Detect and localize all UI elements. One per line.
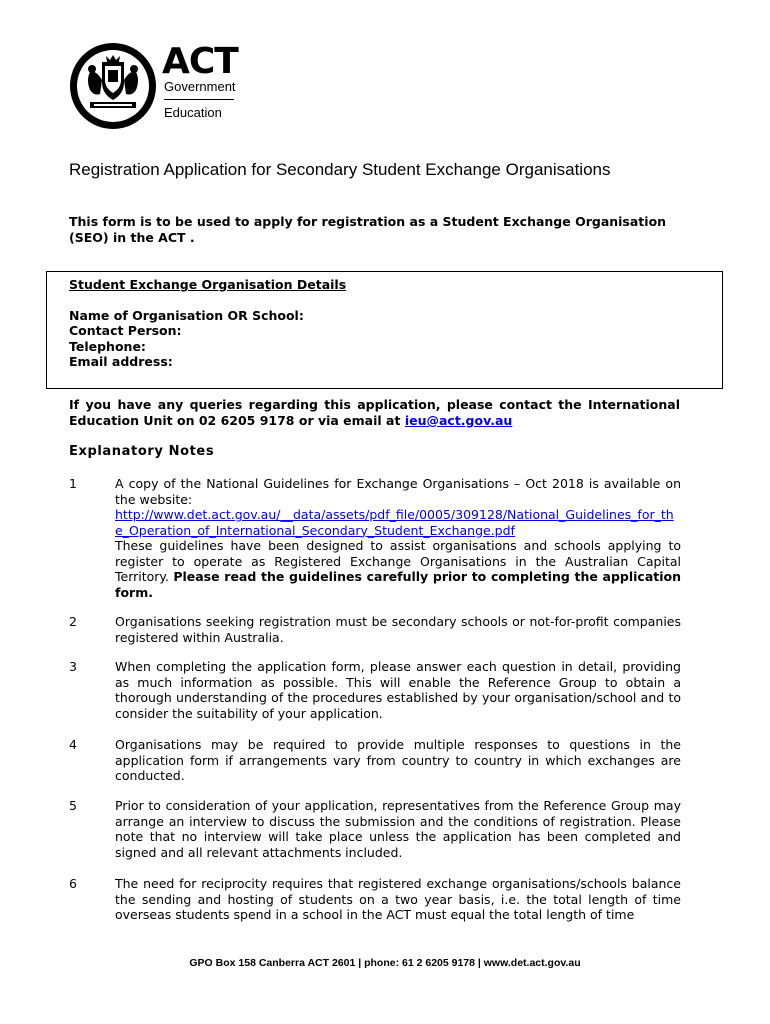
note-item (69, 876, 681, 923)
note-item (69, 614, 681, 645)
field-telephone: Telephone: (69, 338, 146, 354)
note-text: Organisations seeking registration must be secondary schools or not-for-profit companies registered within Australia. (115, 614, 681, 645)
organisation-details-box (46, 271, 723, 389)
document-title: Registration Application for Secondary Student Exchange Organisations (69, 160, 611, 179)
field-organisation-name: Name of Organisation OR School: (69, 307, 304, 323)
details-heading: Student Exchange Organisation Details (69, 277, 347, 292)
note-number: 2 (69, 614, 77, 629)
field-email-address: Email address: (69, 354, 173, 369)
contact-paragraph (69, 397, 680, 429)
notes-heading: Explanatory Notes (69, 444, 215, 459)
logo-education: Education (164, 105, 222, 120)
note-number: 1 (69, 476, 77, 491)
note-text-continued: These guidelines have been designed to assist organisations and schools applying to register to operate as Registered Exchange Organisations in the Australian Capital Territory. (115, 538, 681, 584)
field-contact-person: Contact Person: (69, 323, 182, 338)
page-footer: GPO Box 158 Canberra ACT 2601 | phone: 61 2 6205 9178 | www.det.act.gov.au (189, 957, 581, 969)
note-text: When completing the application form, please answer each question in detail, providing as much information as possible. This will enable the Reference Group to obtain a thorough understanding of the procedures established by your organisation/school and to consider the suitability of your application. (115, 659, 681, 721)
logo-divider (164, 99, 234, 100)
note-text: Prior to consideration of your application, representatives from the Reference Group may arrange an interview to discuss the submission and the conditions of registration. Please note that no interview will take place unless the application has been completed and signed and all relevant attachments included. (115, 798, 681, 860)
note-text: The need for reciprocity requires that registered exchange organisations/schools balance the sending and hosting of students on a two year basis, i.e. the total length of time overseas students spend in a school in the ACT must equal the total length of time (115, 876, 681, 922)
act-government-logo (68, 40, 238, 130)
note-text: Organisations may be required to provide multiple responses to questions in the application form if arrangements vary from country to country in which exchanges are conducted. (115, 737, 681, 783)
note-item (69, 798, 681, 860)
note-text: A copy of the National Guidelines for Exchange Organisations – Oct 2018 is available on the website: (115, 476, 681, 507)
note-item (69, 737, 681, 784)
note-number: 6 (69, 876, 77, 891)
intro-text: This form is to be used to apply for registration as a Student Exchange Organisation (SEO) in the ACT . (69, 214, 667, 245)
logo-government: Government (164, 79, 236, 94)
guidelines-link[interactable]: http://www.det.act.gov.au/__data/assets/pdf_file/0005/309128/National_Guidelines_for_the_Operation_of_International_Secondary_Student_Exchange.pdf (115, 507, 674, 538)
logo-title: ACT (162, 41, 238, 82)
coat-of-arms-seal (68, 42, 158, 130)
note-number: 3 (69, 659, 77, 674)
note-item (69, 476, 681, 600)
note-item (69, 659, 681, 721)
note-bold-instruction: Please read the guidelines carefully prior to completing the application form. (115, 569, 681, 600)
contact-email-link[interactable]: ieu@act.gov.au (404, 413, 513, 428)
note-number: 5 (69, 798, 77, 813)
contact-text: If you have any queries regarding this application, please contact the International Education Unit on 02 6205 9178 or via email at (69, 397, 680, 428)
note-number: 4 (69, 737, 77, 752)
